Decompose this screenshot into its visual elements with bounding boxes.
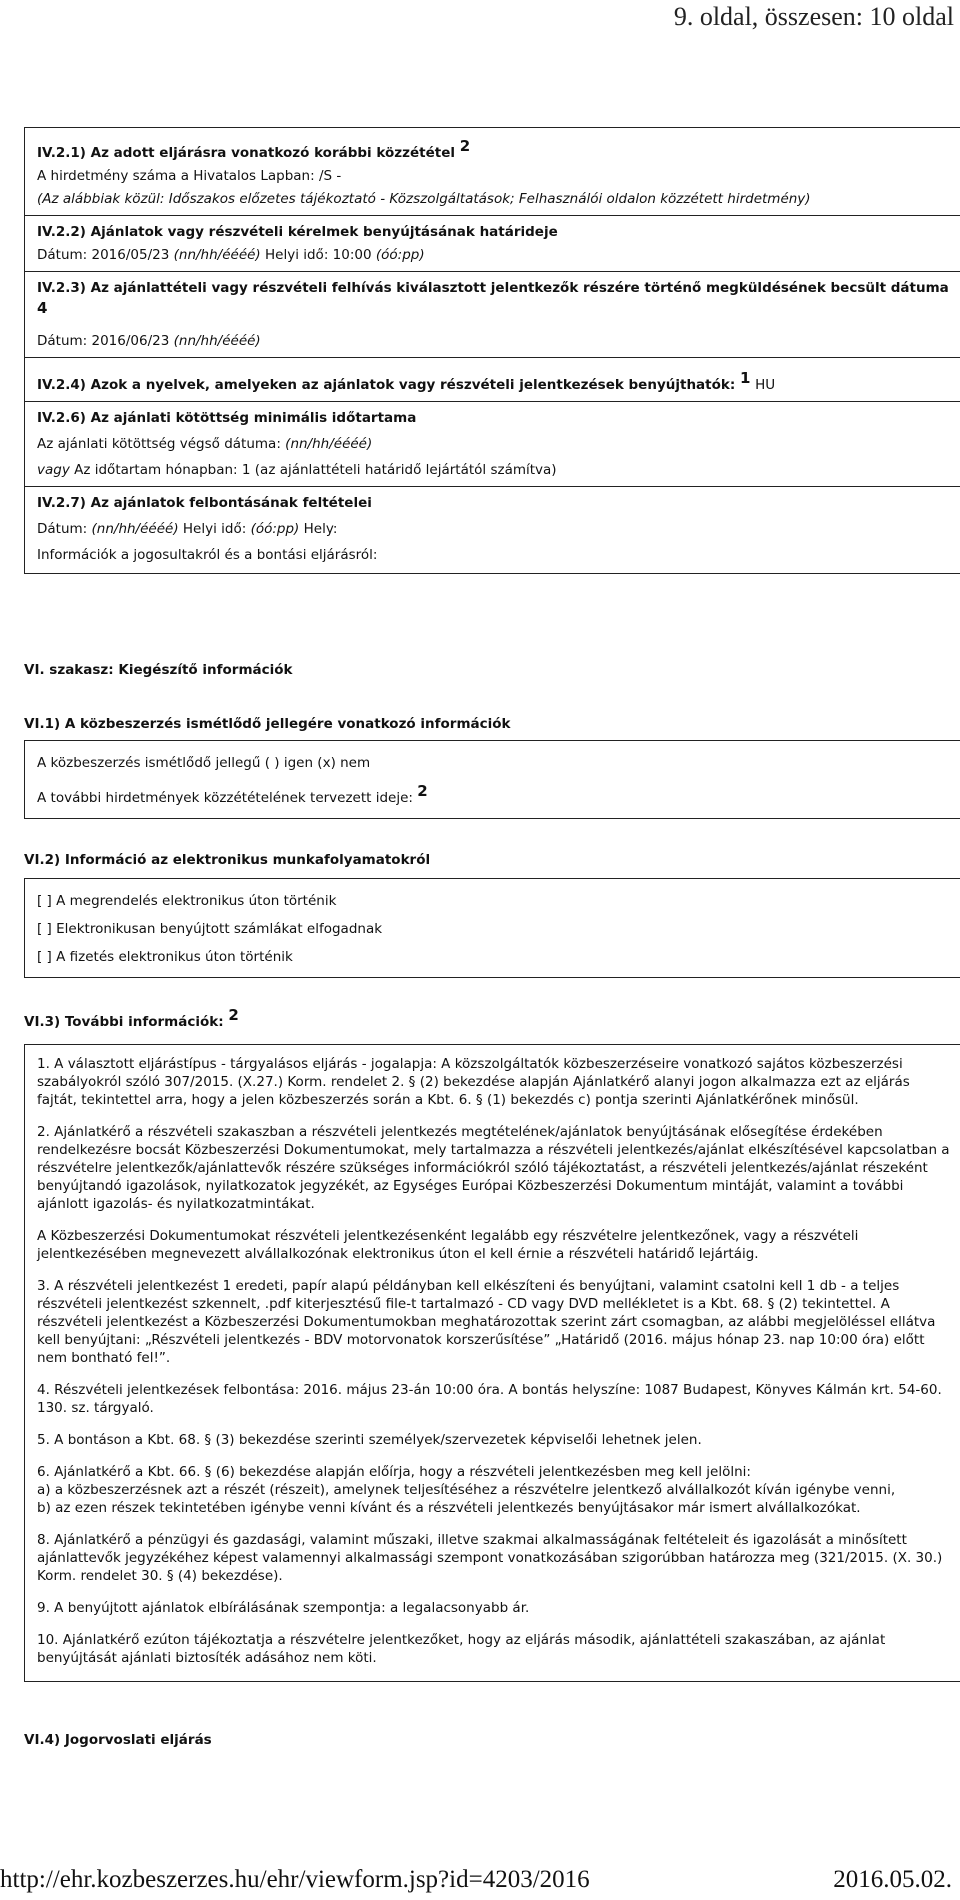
dispatch-date-line: Dátum: 2016/06/23 (nn/hh/éééé)	[37, 333, 261, 349]
section-iv-2-3-title: IV.2.3) Az ajánlattételi vagy részvételi felhívás kiválasztott jelentkezők részére történő megküldésének becsült dátuma $^4$	[37, 280, 949, 317]
electronic-ordering-item: [ ] A megrendelés elektronikus úton történik	[37, 893, 337, 909]
page-footer	[0, 1866, 960, 1896]
next-notice-line: A további hirdetmények közzétételének tervezett ideje: $^2$	[37, 782, 428, 806]
section-iv-2-2-title: IV.2.2) Ajánlatok vagy részvételi kérelmek benyújtásának határideje	[37, 224, 558, 240]
section-vi-1-box	[24, 740, 960, 819]
section-iv-2-7	[25, 487, 960, 573]
footer-url: http://ehr.kozbeszerzes.hu/ehr/viewform.jsp?id=4203/2016	[0, 1866, 590, 1893]
info-paragraph: 3. A részvételi jelentkezést 1 eredeti, papír alapú példányban kell elkészíteni és benyújtani, valamint csatolni kell 1 db - a teljes részvételi jelentkezést szkennelt, .pdf kiterjesztésű file-t tartalmazó - CD vagy DVD mellékletet is a Kbt. 68. § (2) tekintettel. A részvételi jelentkezést a Közbeszerzési Dokumentumokban meghatározottak szerint zárt csomagban, az alábbi megjelöléssel ellátva kell benyújtani: „Részvételi jelentkezés - BDV motorvonatok korszerűsítése” „Határidő (2016. május hónap 23. nap 10:00 óra) előtt nem bontható fel!”.	[37, 1278, 936, 1366]
language-value: HU	[755, 377, 776, 393]
deadline-line: Dátum: 2016/05/23 (nn/hh/éééé) Helyi idő: 10:00 (óó:pp)	[37, 247, 425, 263]
section-iv-2-2	[25, 216, 960, 272]
section-vi-1-title: VI.1) A közbeszerzés ismétlődő jellegére vonatkozó információk	[24, 716, 511, 732]
section-iv-2-1-title: IV.2.1) Az adott eljárásra vonatkozó korábbi közzététel $^2$	[37, 137, 471, 161]
electronic-payment-item: [ ] A fizetés elektronikus úton történik	[37, 949, 293, 965]
info-paragraph: A Közbeszerzési Dokumentumokat részvételi jelentkezésenként legalább egy részvételre jelentkezőnek, vagy a részvételi jelentkezésében megnevezett alvállalkozónak elektronikus úton el kell érnie a részvételi határidő lejártáig.	[37, 1228, 859, 1262]
info-paragraph: 9. A benyújtott ajánlatok elbírálásának szempontja: a legalacsonyabb ár.	[37, 1600, 530, 1616]
binding-end-date-line: Az ajánlati kötöttség végső dátuma: (nn/hh/éééé)	[37, 436, 373, 452]
section-iv-2-3	[25, 272, 960, 358]
section-iv-box	[24, 127, 960, 574]
section-iv-2-6-title: IV.2.6) Az ajánlati kötöttség minimális időtartama	[37, 410, 417, 426]
info-paragraph: 4. Részvételi jelentkezések felbontása: 2016. május 23-án 10:00 óra. A bontás helyszíne: 1087 Budapest, Könyves Kálmán krt. 54-60. 130. sz. tárgyaló.	[37, 1382, 942, 1416]
info-paragraph: 1. A választott eljárástípus - tárgyalásos eljárás - jogalapja: A közszolgáltatók közbeszerzéseire vonatkozó sajátos közbeszerzési szabályokról szóló 307/2015. (X.27.) Korm. rendelet 2. § (2) bekezdése alapján Ajánlatkérő alanyi jogon alkalmazza ezt az eljárás fajtát, tekintettel arra, hogy a jelen közbeszerzés során a Kbt. 6. § (1) bekezdés c) pontja szerinti Ajánlatkérőnek minősül.	[37, 1056, 910, 1108]
footer-date: 2016.05.02.	[833, 1866, 952, 1893]
section-vi-2-box	[24, 878, 960, 978]
electronic-invoicing-item: [ ] Elektronikusan benyújtott számlákat elfogadnak	[37, 921, 383, 937]
section-iv-2-4-title: IV.2.4) Azok a nyelvek, amelyeken az ajánlatok vagy részvételi jelentkezések benyújthatók: $^1$ HU	[37, 369, 776, 393]
notice-number-line: A hirdetmény száma a Hivatalos Lapban: /S -	[37, 168, 342, 184]
section-iv-2-4	[25, 358, 960, 402]
info-paragraph: 8. Ajánlatkérő a pénzügyi és gazdasági, valamint műszaki, illetve szakmai alkalmasságának feltételeit és igazolását a minősített ajánlattevők jegyzékéhez képest valamennyi alkalmassági szempont vonatkozásában szigorúbban határozza meg (321/2015. (X. 30.) Korm. rendelet 30. § (4) bekezdése).	[37, 1532, 943, 1584]
info-paragraph: 5. A bontáson a Kbt. 68. § (3) bekezdése szerinti személyek/szervezetek képviselői lehetnek jelen.	[37, 1432, 702, 1448]
section-iv-2-6	[25, 402, 960, 487]
section-iv-2-1	[25, 128, 960, 216]
section-iv-2-7-title: IV.2.7) Az ajánlatok felbontásának feltételei	[37, 495, 372, 511]
info-paragraph: 10. Ajánlatkérő ezúton tájékoztatja a részvételre jelentkezőket, hogy az eljárás második, ajánlattételi szakaszában, az ajánlat benyújtását ajánlati biztosíték adásához nem köti.	[37, 1632, 886, 1666]
recurrence-line: A közbeszerzés ismétlődő jellegű ( ) igen (x) nem	[37, 755, 371, 771]
section-vi-2-title: VI.2) Információ az elektronikus munkafolyamatokról	[24, 852, 431, 868]
binding-duration-line: vagy Az időtartam hónapban: 1 (az ajánlattételi határidő lejártától számítva)	[37, 462, 557, 478]
info-paragraph: 2. Ajánlatkérő a részvételi szakaszban a részvételi jelentkezés megtételének/ajánlatok benyújtásának elősegítése érdekében rendelkezésre bocsát Közbeszerzési Dokumentumokat, mely tartalmazza a részvételi jelentkezés/ajánlat elkészítésével kapcsolatban a részvételre jelentkezők/ajánlattevők részére szükséges információkról szóló tájékoztatást, a részvételi jelentkezés/ajánlat részeként benyújtandó igazolások, nyilatkozatok jegyzékét, az Egységes Európai Közbeszerzési Dokumentum mintáját, valamint a további ajánlott igazolás- és nyilatkozatmintákat.	[37, 1124, 950, 1212]
notice-type-line: (Az alábbiak közül: Időszakos előzetes tájékoztató - Közszolgáltatások; Felhasználói oldalon közzétett hirdetmény)	[37, 191, 811, 207]
opening-date-line: Dátum: (nn/hh/éééé) Helyi idő: (óó:pp) Hely:	[37, 521, 338, 537]
section-vi-3-title: VI.3) További információk: $^2$	[24, 1006, 239, 1030]
section-vi-4-title: VI.4) Jogorvoslati eljárás	[24, 1732, 212, 1748]
section-vi-title: VI. szakasz: Kiegészítő információk	[24, 662, 293, 678]
opening-info-line: Információk a jogosultakról és a bontási eljárásról:	[37, 547, 378, 563]
info-paragraph: 6. Ajánlatkérő a Kbt. 66. § (6) bekezdése alapján előírja, hogy a részvételi jelentkezésben meg kell jelölni: a) a közbeszerzésnek azt a részét (részeit), amelynek teljesítéséhez a részvételre jelentkező alvállalkozót kíván igénybe venni, b) az ezen részek tekintetében igénybe venni kívánt és a részvételi jelentkezés benyújtásakor már ismert alvállalkozókat.	[37, 1464, 896, 1516]
section-vi-3-box	[24, 1044, 960, 1682]
page-number-header: 9. oldal, összesen: 10 oldal	[673, 2, 954, 31]
